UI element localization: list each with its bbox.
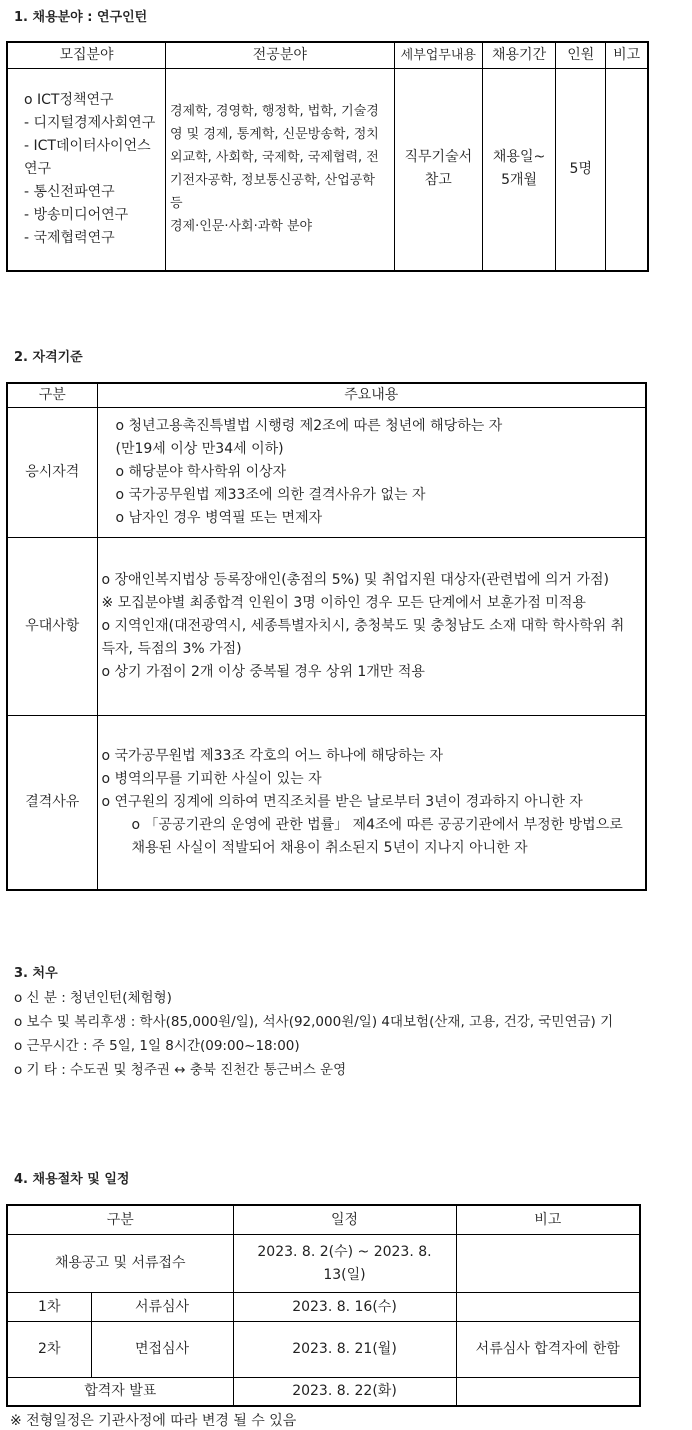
note-cell: [606, 69, 648, 271]
list-item: o 연구원의 징계에 의하여 면직조치를 받은 날로부터 3년이 경과하지 아니한 자: [101, 793, 583, 810]
date-cell: 2023. 8. 22(화): [233, 1378, 456, 1406]
section3-heading: 3. 처우: [14, 966, 58, 981]
row-content: [97, 538, 646, 716]
benefit-line: o 근무시간 : 주 5일, 1일 8시간(09:00~18:00): [14, 1038, 300, 1054]
table-header-row: [7, 383, 646, 408]
benefit-line: o 보수 및 복리후생 : 학사(85,000원/일), 석사(92,000원/일) 4대보험(산재, 고용, 건강, 국민연금) 기: [14, 1014, 614, 1030]
col-header: 구분: [7, 1205, 233, 1235]
table-row: [7, 1322, 640, 1378]
table-row: [7, 538, 646, 716]
list-item: - 국제협력연구: [24, 229, 115, 246]
date-cell: 2023. 8. 2(수) ~ 2023. 8. 13(일): [233, 1235, 456, 1293]
field-list: [7, 69, 165, 271]
table-header-row: [7, 1205, 640, 1235]
list-item: o 「공공기관의 운영에 관한 법률」 제4조에 따른 공공기관에서 부정한 방법으로: [131, 816, 623, 833]
table-row: [7, 1235, 640, 1293]
col-header: 모집분야: [7, 42, 165, 69]
note-cell: 서류심사 합격자에 한함: [456, 1322, 640, 1378]
date-cell: 2023. 8. 16(수): [233, 1293, 456, 1322]
major-cell: [165, 69, 394, 271]
table-row: [7, 1378, 640, 1406]
count-cell: 5명: [556, 69, 606, 271]
note-cell: [456, 1293, 640, 1322]
table-header-row: [7, 42, 648, 69]
list-item: - 통신전파연구: [24, 183, 115, 200]
col-header: 전공분야: [165, 42, 394, 69]
section1-heading: 1. 채용분야 : 연구인턴: [14, 10, 148, 25]
major-list: 경제학, 경영학, 행정학, 법학, 기술경영 및 경제, 통계학, 신문방송학, 정치외교학, 사회학, 국제학, 국제협력, 전기전자공학, 정보통신공학, 산업공학 등: [169, 104, 379, 212]
table-row: [7, 408, 646, 538]
stage-cell: 합격자 발표: [7, 1378, 233, 1406]
duty-cell: 직무기술서 참고: [394, 69, 482, 271]
row-label: 결격사유: [7, 716, 97, 890]
col-header: 인원: [556, 42, 606, 69]
list-item: o 장애인복지법상 등록장애인(총점의 5%) 및 취업지원 대상자(관련법에 의거 가점): [101, 572, 609, 588]
list-item: o 상기 가점이 2개 이상 중복될 경우 상위 1개만 적용: [101, 664, 425, 680]
col-header: 비고: [606, 42, 648, 69]
schedule-table: [6, 1204, 641, 1407]
list-item: - 디지털경제사회연구: [24, 114, 156, 131]
schedule-footnote: ※ 전형일정은 기관사정에 따라 변경 될 수 있음: [10, 1413, 297, 1429]
row-label: 응시자격: [7, 408, 97, 538]
col-header: 채용기간: [482, 42, 555, 69]
stage-cell: 면접심사: [91, 1322, 233, 1378]
col-header: 구분: [7, 383, 97, 408]
table-row: [7, 69, 648, 271]
list-item: o 병역의무를 기피한 사실이 있는 자: [101, 770, 322, 787]
list-item: o 청년고용촉진특별법 시행령 제2조에 따른 청년에 해당하는 자: [115, 418, 503, 434]
list-item: o 국가공무원법 제33조 각호의 어느 하나에 해당하는 자: [101, 747, 444, 764]
note-cell: [456, 1378, 640, 1406]
benefit-line: o 신 분 : 청년인턴(체험형): [14, 990, 172, 1006]
list-item: 채용된 사실이 적발되어 채용이 취소된지 5년이 지나지 아니한 자: [131, 839, 528, 856]
note-cell: [456, 1235, 640, 1293]
list-item: o 지역인재(대전광역시, 세종특별자치시, 충청북도 및 충청남도 소재 대학 학사학위 취득자, 득점의 3% 가점): [101, 618, 625, 657]
section2-heading: 2. 자격기준: [14, 350, 83, 365]
list-item: ※ 모집분야별 최종합격 인원이 3명 이하인 경우 모든 단계에서 보훈가점 미적용: [101, 595, 586, 611]
list-item: - 방송미디어연구: [24, 206, 129, 223]
list-item: o 남자인 경우 병역필 또는 면제자: [115, 510, 323, 526]
col-header: 세부업무내용: [394, 42, 482, 69]
row-label: 우대사항: [7, 538, 97, 716]
row-content: [97, 716, 646, 890]
step-cell: 2차: [7, 1322, 91, 1378]
step-cell: 1차: [7, 1293, 91, 1322]
col-header: 주요내용: [97, 383, 646, 408]
table-row: [7, 716, 646, 890]
table-row: [7, 1293, 640, 1322]
list-item: o 해당분야 학사학위 이상자: [115, 464, 287, 480]
period-cell: 채용일~ 5개월: [482, 69, 555, 271]
stage-cell: 채용공고 및 서류접수: [7, 1235, 233, 1293]
section4-heading: 4. 채용절차 및 일정: [14, 1172, 130, 1187]
stage-cell: 서류심사: [91, 1293, 233, 1322]
qualification-table: [6, 382, 647, 891]
benefit-line: o 기 타 : 수도권 및 청주권 ↔ 충북 진천간 통근버스 운영: [14, 1062, 347, 1078]
major-extra: 경제·인문·사회·과학 분야: [169, 219, 313, 235]
col-header: 비고: [456, 1205, 640, 1235]
recruit-field-table: [6, 41, 649, 272]
list-item: - ICT데이터사이언스연구: [24, 137, 151, 177]
list-item: (만19세 이상 만34세 이하): [115, 441, 284, 457]
row-content: [97, 408, 646, 538]
col-header: 일정: [233, 1205, 456, 1235]
list-item: o ICT정책연구: [24, 91, 114, 108]
list-item: o 국가공무원법 제33조에 의한 결격사유가 없는 자: [115, 487, 426, 503]
date-cell: 2023. 8. 21(월): [233, 1322, 456, 1378]
